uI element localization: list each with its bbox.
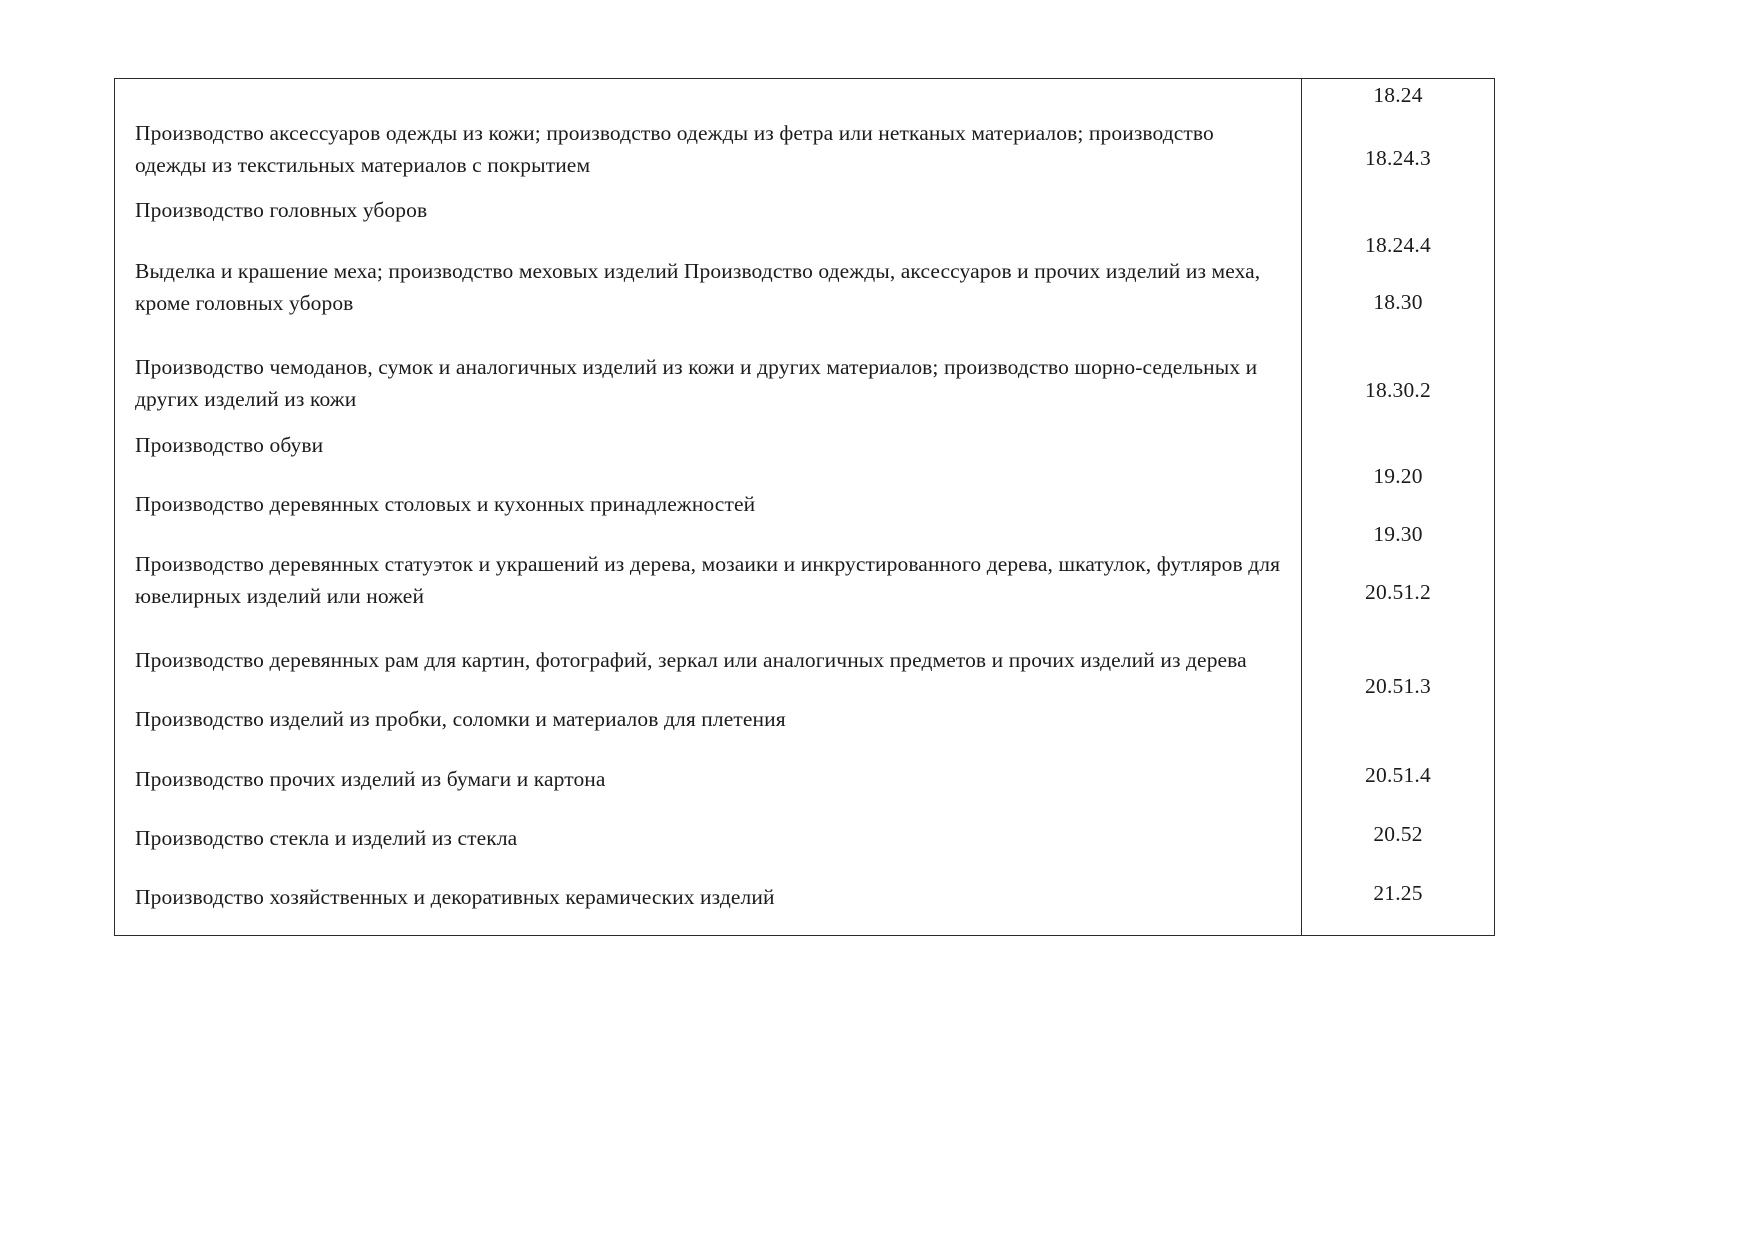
activity-code: 18.30 [1373, 290, 1423, 314]
activity-code: 18.24 [1373, 83, 1423, 107]
activity-code: 19.20 [1373, 464, 1423, 488]
activity-description: Производство обуви [135, 433, 324, 457]
table-row [115, 79, 1495, 936]
activity-description: Производство деревянных столовых и кухонных принадлежностей [135, 492, 756, 516]
okved-table [114, 78, 1495, 936]
activity-description: Производство изделий из пробки, соломки и материалов для плетения [135, 707, 786, 731]
activity-description: Производство деревянных статуэток и украшений из дерева, мозаики и инкрустированного дерева, шкатулок, футляров для ювелирных изделий или ножей [135, 552, 1281, 608]
description-list [115, 79, 1301, 935]
activity-code: 18.30.2 [1365, 378, 1431, 402]
activity-code: 20.51.2 [1365, 580, 1431, 604]
activity-description: Производство чемоданов, сумок и аналогичных изделий из кожи и других материалов; производство шорно-седельных и других изделий из кожи [135, 355, 1258, 411]
activity-code: 20.52 [1373, 822, 1423, 846]
activity-code: 18.24.4 [1365, 233, 1431, 257]
descriptions-column [115, 79, 1302, 936]
codes-column [1302, 79, 1495, 936]
activity-code: 18.24.3 [1365, 146, 1431, 170]
activity-code: 19.30 [1373, 522, 1423, 546]
code-list [1302, 79, 1494, 935]
activity-description: Производство аксессуаров одежды из кожи; производство одежды из фетра или нетканых материалов; производство одежды из текстильных материалов с покрытием [135, 121, 1214, 177]
activity-description: Производство стекла и изделий из стекла [135, 826, 518, 850]
activity-description: Производство деревянных рам для картин, фотографий, зеркал или аналогичных предметов и прочих изделий из дерева [135, 648, 1247, 672]
activity-description: Производство головных уборов [135, 198, 428, 222]
activity-code: 21.25 [1373, 881, 1423, 905]
activity-description: Выделка и крашение меха; производство меховых изделий Производство одежды, аксессуаров и прочих изделий из меха, кроме головных уборов [135, 259, 1261, 315]
activity-code: 20.51.3 [1365, 674, 1431, 698]
activity-description: Производство прочих изделий из бумаги и картона [135, 767, 606, 791]
activity-code: 20.51.4 [1365, 763, 1431, 787]
activity-description: Производство хозяйственных и декоративных керамических изделий [135, 885, 775, 909]
